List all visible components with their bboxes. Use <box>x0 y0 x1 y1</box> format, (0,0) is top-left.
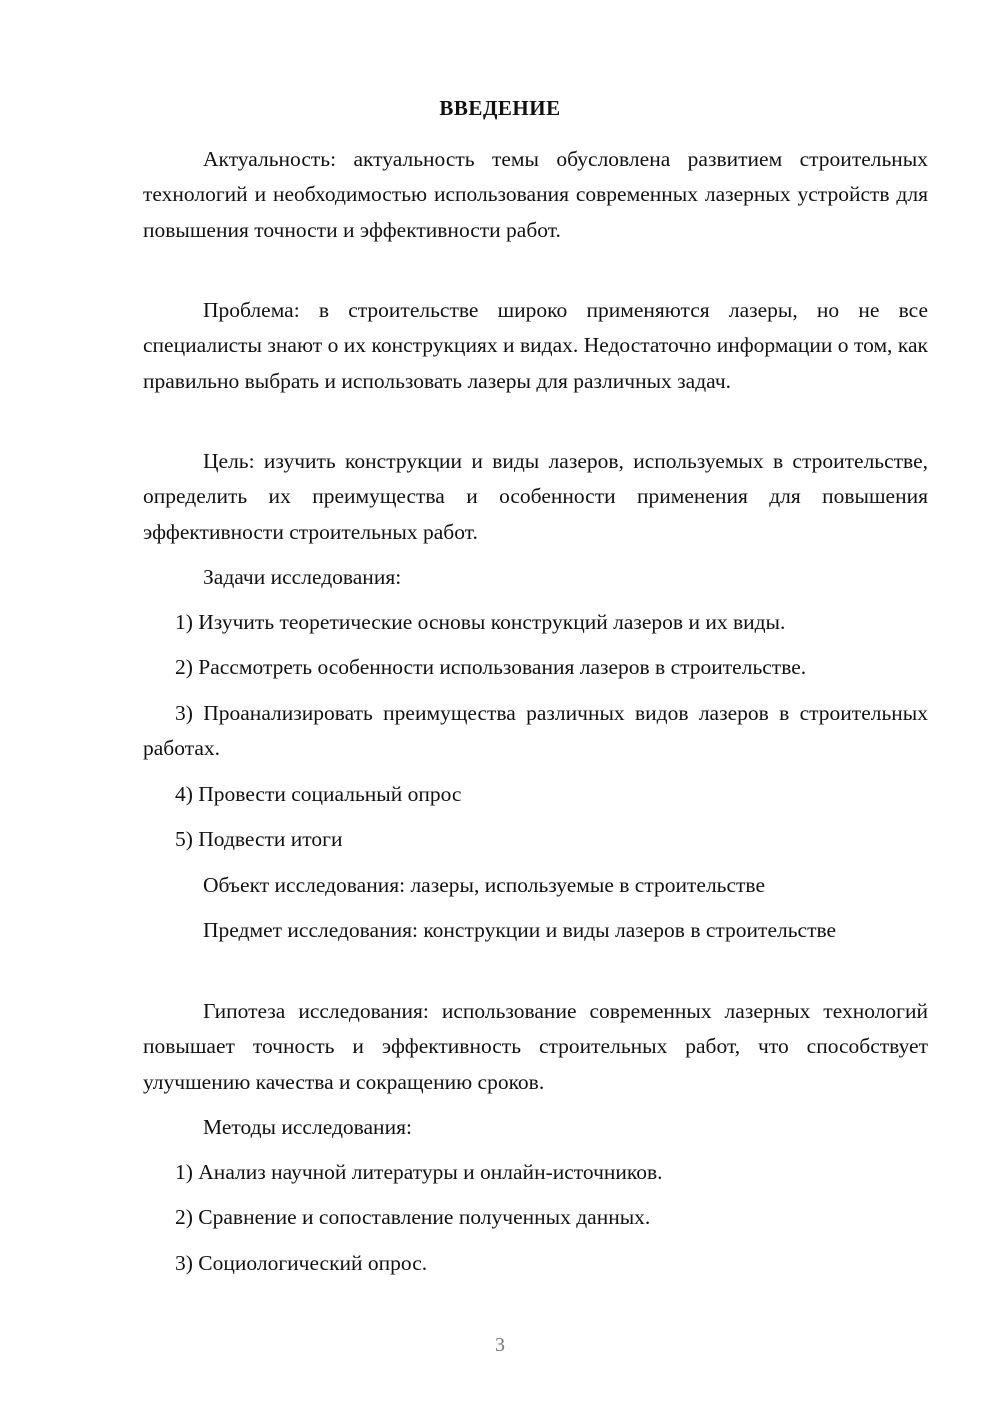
method-item: 1) Анализ научной литературы и онлайн-источников. <box>175 1160 663 1184</box>
methods-heading: Методы исследования: <box>203 1115 412 1139</box>
task-item: 2) Рассмотреть особенности использования лазеров в строительстве. <box>175 655 807 679</box>
page-title: ВВЕДЕНИЕ <box>439 96 561 120</box>
task-item: 3) Проанализировать преимущества различных видов лазеров в строительных работах. <box>143 701 928 761</box>
subject-paragraph: Предмет исследования: конструкции и виды лазеров в строительстве <box>203 918 837 942</box>
object-paragraph: Объект исследования: лазеры, используемые в строительстве <box>203 873 765 897</box>
task-item: 4) Провести социальный опрос <box>175 782 462 806</box>
relevance-paragraph: Актуальность: актуальность темы обусловлена развитием строительных технологий и необходимостью использования современных лазерных устройств для повышения точности и эффективности работ. <box>143 147 928 242</box>
hypothesis-paragraph: Гипотеза исследования: использование современных лазерных технологий повышает точность и эффективность строительных работ, что способствует улучшению качества и сокращению сроков. <box>143 999 928 1094</box>
task-item: 1) Изучить теоретические основы конструкций лазеров и их виды. <box>175 610 786 634</box>
task-item: 5) Подвести итоги <box>175 827 343 851</box>
tasks-heading: Задачи исследования: <box>203 565 402 589</box>
goal-paragraph: Цель: изучить конструкции и виды лазеров, используемых в строительстве, определить их преимущества и особенности применения для повышения эффективности строительных работ. <box>143 449 928 544</box>
page-number: 3 <box>495 1334 505 1356</box>
problem-paragraph: Проблема: в строительстве широко применяются лазеры, но не все специалисты знают о их конструкциях и видах. Недостаточно информации о том, как правильно выбрать и использовать лазеры для различных задач. <box>143 298 928 393</box>
method-item: 2) Сравнение и сопоставление полученных данных. <box>175 1205 651 1229</box>
method-item: 3) Социологический опрос. <box>175 1251 428 1275</box>
